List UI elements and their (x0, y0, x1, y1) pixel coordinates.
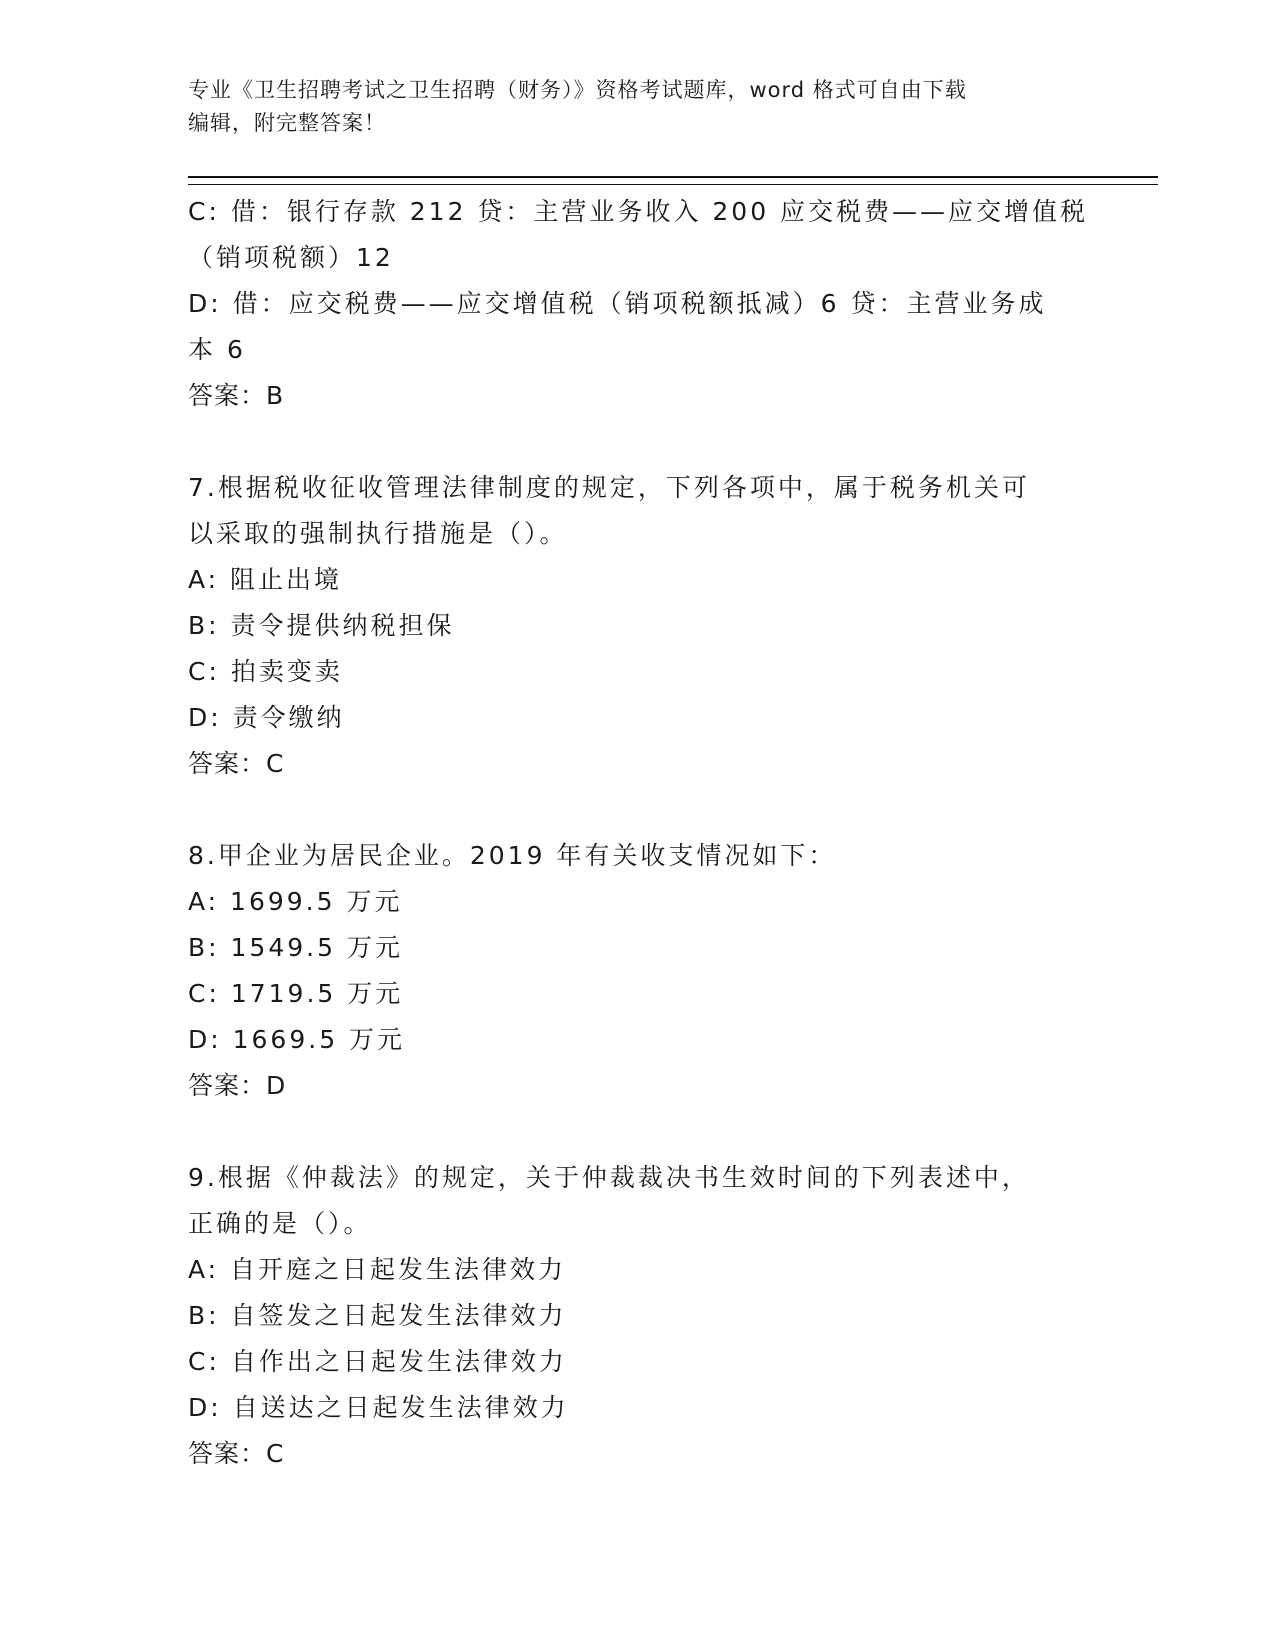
header-divider (188, 176, 1158, 185)
option-b: B: 责令提供纳税担保 (188, 611, 455, 640)
option-a: A: 阻止出境 (188, 565, 343, 594)
spacer (188, 419, 1078, 465)
answer-line: 答案：C (188, 1439, 285, 1468)
option-a: A: 自开庭之日起发生法律效力 (188, 1255, 567, 1284)
answer-line: 答案：D (188, 1071, 287, 1100)
question-9 (188, 1155, 1078, 1477)
option-d: D: 责令缴纳 (188, 703, 345, 732)
question-8 (188, 833, 1078, 1109)
option-b: B: 1549.5 万元 (188, 933, 403, 962)
option-d: D: 自送达之日起发生法律效力 (188, 1393, 569, 1422)
option-c-continued: （销项税额）12 (188, 243, 394, 272)
option-d-continued: 本 6 (188, 335, 246, 364)
header-line-2: 编辑，附完整答案！ (188, 111, 386, 135)
spacer (188, 787, 1078, 833)
answer-line: 答案：B (188, 381, 285, 410)
question-stem: 8.甲企业为居民企业。2019 年有关收支情况如下： (188, 841, 837, 870)
option-c: C: 1719.5 万元 (188, 979, 404, 1008)
option-d: D: 借：应交税费——应交增值税（销项税额抵减）6 贷：主营业务成 (188, 289, 1047, 318)
option-c: C: 拍卖变卖 (188, 657, 343, 686)
option-c: C: 自作出之日起发生法律效力 (188, 1347, 567, 1376)
prev-question (188, 189, 1089, 419)
spacer (188, 1109, 1078, 1155)
header-line-1: 专业《卫生招聘考试之卫生招聘（财务）》资格考试题库，word 格式可自由下载 (188, 78, 967, 102)
question-stem-continued: 正确的是（）。 (188, 1209, 372, 1238)
question-stem-continued: 以采取的强制执行措施是（）。 (188, 519, 568, 548)
question-content (188, 189, 1089, 1477)
option-b: B: 自签发之日起发生法律效力 (188, 1301, 567, 1330)
document-header (188, 74, 1088, 140)
option-a: A: 1699.5 万元 (188, 887, 403, 916)
question-stem: 7.根据税收征收管理法律制度的规定，下列各项中，属于税务机关可 (188, 473, 1030, 502)
question-7 (188, 465, 1078, 787)
option-d: D: 1669.5 万元 (188, 1025, 406, 1054)
answer-line: 答案：C (188, 749, 285, 778)
option-c: C: 借：银行存款 212 贷：主营业务收入 200 应交税费——应交增值税 (188, 197, 1089, 226)
question-stem: 9.根据《仲裁法》的规定，关于仲裁裁决书生效时间的下列表述中， (188, 1163, 1030, 1192)
